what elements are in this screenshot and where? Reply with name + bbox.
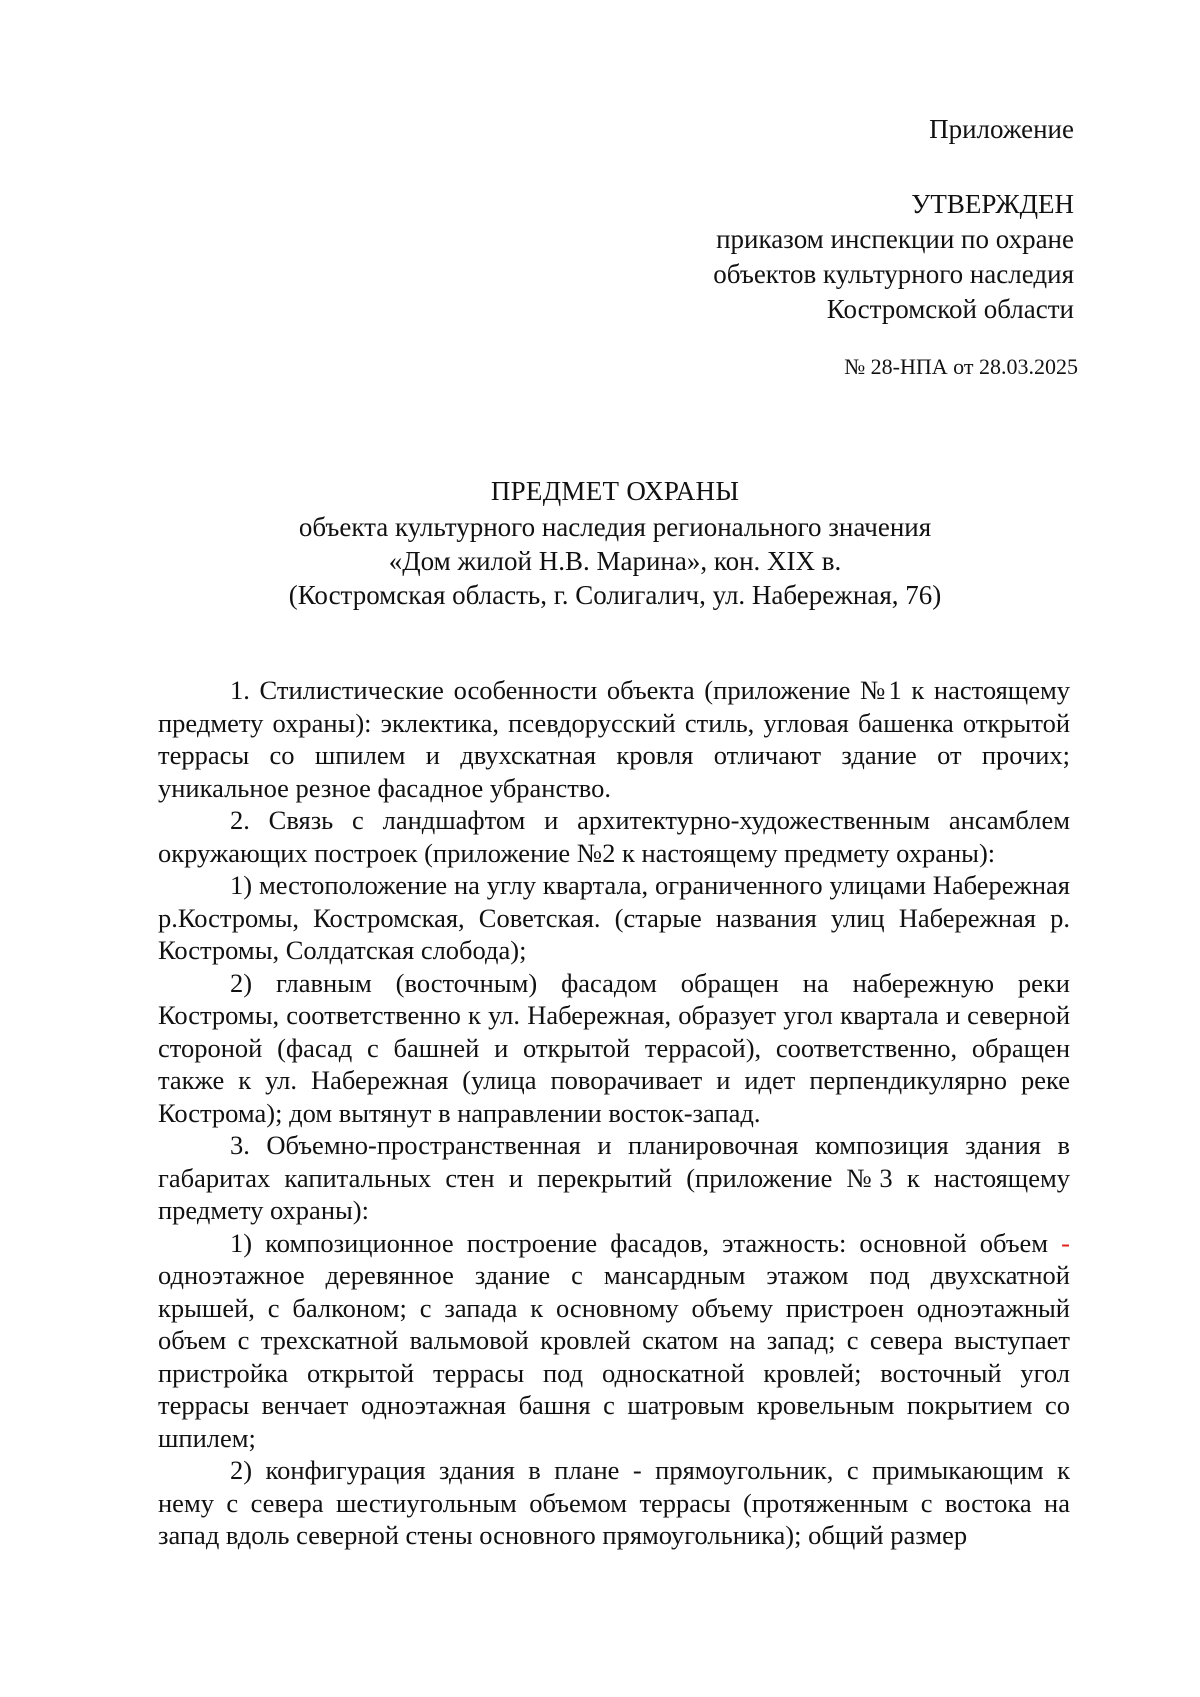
paragraph-3-item-2: 2) конфигурация здания в плане - прямоугольник, с примыкающим к нему с севера шестиугольным объемом террасы (протяженным с востока на запад вдоль северной стены основного прямоугольника); общий размер — [158, 1455, 1070, 1550]
subtitle-line-2: «Дом жилой Н.В. Марина», кон. XIX в. — [388, 546, 842, 576]
subtitle-line-3: (Костромская область, г. Солигалич, ул. Набережная, 76) — [288, 580, 942, 610]
paragraph-2: 2. Связь с ландшафтом и архитектурно-художественным ансамблем окружающих построек (приложение №2 к настоящему предмету охраны): — [158, 805, 1070, 868]
order-number-text: № 28-НПА от 28.03.2025 — [844, 354, 1078, 379]
paragraph-3-item-1 — [158, 1227, 1070, 1455]
approval-block — [713, 187, 1074, 327]
appendix-label — [929, 112, 1074, 147]
appendix-text: Приложение — [929, 114, 1074, 144]
approved-by-line-3: Костромской области — [826, 294, 1074, 324]
red-dash-mark: - — [1061, 1227, 1070, 1258]
document-body — [158, 674, 1070, 1552]
approved-heading: УТВЕРЖДЕН — [911, 189, 1074, 219]
subtitle-line-1: объекта культурного наследия регионального значения — [298, 512, 932, 542]
paragraph-3: 3. Объемно-пространственная и планировочная композиция здания в габаритах капитальных стен и перекрытий (приложение №3 к настоящему предмету охраны): — [158, 1130, 1070, 1225]
document-title — [160, 474, 1070, 508]
paragraph-3-item-1-text: 1) композиционное построение фасадов, этажность: основной объем — [230, 1227, 1049, 1258]
approved-by-line-1: приказом инспекции по охране — [716, 224, 1074, 254]
paragraph-2-item-2: 2) главным (восточным) фасадом обращен на набережную реки Костромы, соответственно к ул. Набережная, образует угол квартала и северной стороной (фасад с башней и открытой террасой), соответственно, обращен также к ул. Набережная (улица поворачивает и идет перпендикулярно реке Кострома); дом вытянут в направлении восток-запад. — [158, 967, 1070, 1128]
order-number — [844, 352, 1078, 382]
paragraph-1: 1. Стилистические особенности объекта (приложение №1 к настоящему предмету охраны): эклектика, псевдорусский стиль, угловая башенка открытой террасы со шпилем и двухскатная кровля отличают здание от прочих; уникальное резное фасадное убранство. — [158, 675, 1070, 803]
document-subtitle — [160, 510, 1070, 612]
paragraph-3-item-1-continued: одноэтажное деревянное здание с мансардным этажом под двухскатной крышей, с балконом; с запада к основному объему пристроен одноэтажный объем с трехскатной вальмовой кровлей скатом на запад; с севера выступает пристройка открытой террасы под односкатной кровлей; восточный угол террасы венчает одноэтажная башня с шатровым кровельным покрытием со шпилем; — [158, 1260, 1070, 1453]
document-title-text: ПРЕДМЕТ ОХРАНЫ — [490, 476, 740, 506]
paragraph-2-item-1: 1) местоположение на углу квартала, ограниченного улицами Набережная р.Костромы, Костромская, Советская. (старые названия улиц Набережная р. Костромы, Солдатская слобода); — [158, 870, 1070, 965]
approved-by-line-2: объектов культурного наследия — [713, 259, 1074, 289]
